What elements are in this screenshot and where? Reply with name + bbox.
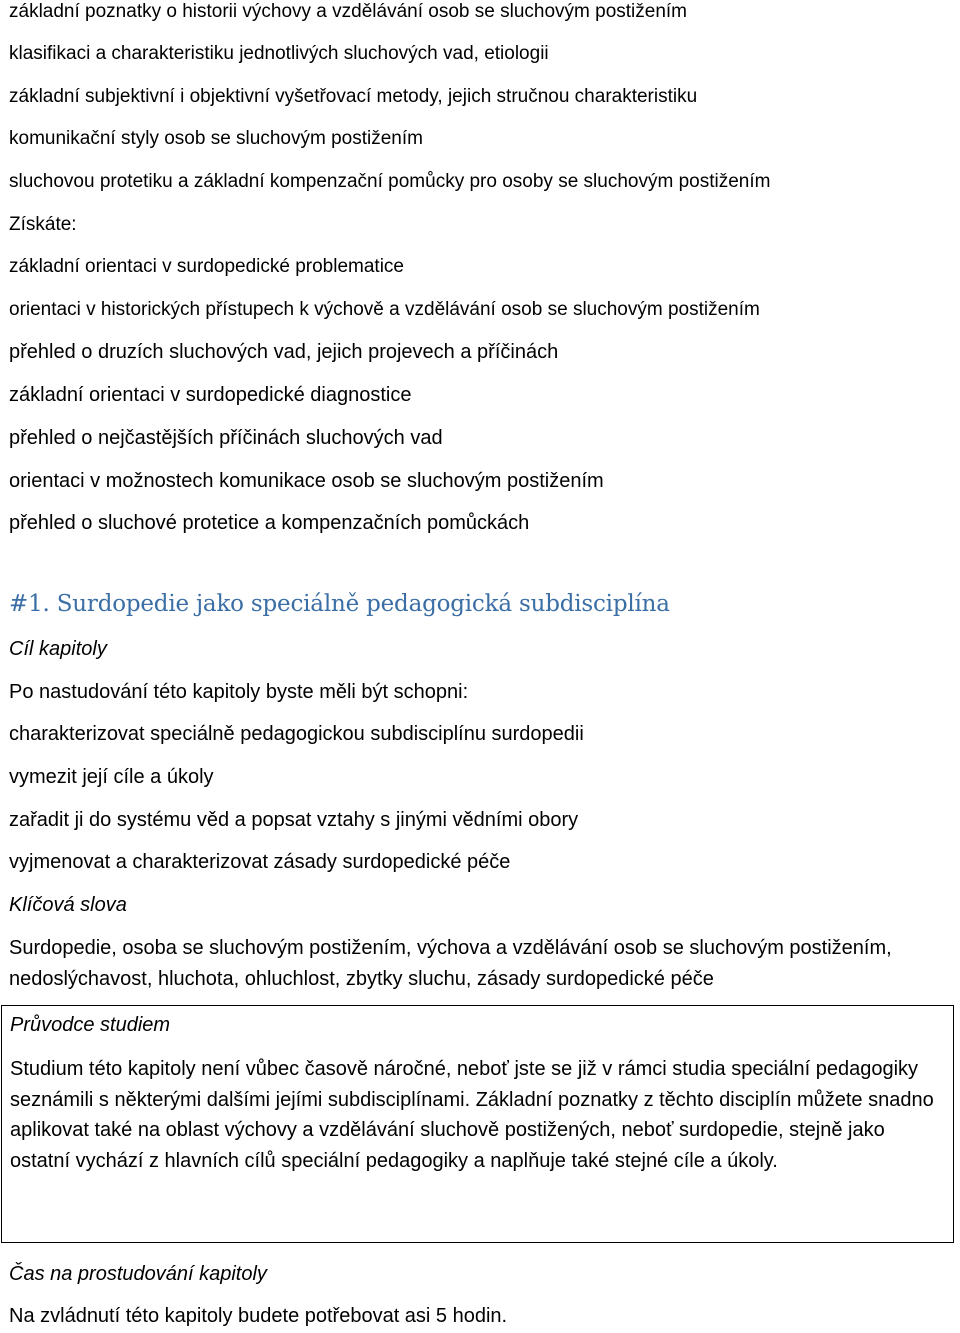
goal-line: charakterizovat speciálně pedagogickou subdisciplínu surdopedii <box>9 723 584 745</box>
gain-line: základní orientaci v surdopedické problematice <box>9 256 404 277</box>
time-text: Na zvládnutí této kapitoly budete potřebovat asi 5 hodin. <box>9 1305 508 1327</box>
intro-line: základní subjektivní i objektivní vyšetřovací metody, jejich stručnou charakteristiku <box>9 86 698 107</box>
gain-line: přehled o sluchové protetice a kompenzačních pomůckách <box>9 512 530 534</box>
intro-line: základní poznatky o historii výchovy a vzdělávání osob se sluchovým postižením <box>9 1 687 22</box>
gain-line: orientaci v možnostech komunikace osob se sluchovým postižením <box>9 470 604 492</box>
keywords-text: Surdopedie, osoba se sluchovým postižením, výchova a vzdělávání osob se sluchovým postižením, nedoslýchavost, hluchota, ohluchlost, zbytky sluchu, zásady surdopedické péče <box>9 937 892 990</box>
guide-text: Studium této kapitoly není vůbec časově náročné, neboť jste se již v rámci studia speciální pedagogiky seznámili s některými dalšími jejími subdisciplínami. Základní poznatky z těchto disciplín můžete snadno aplikovat také na oblast výchovy a vzdělávání sluchově postižených, neboť surdopedie, stejně jako ostatní vychází z hlavních cílů speciální pedagogiky a naplňuje také stejné cíle a úkoly. <box>10 1058 934 1172</box>
gain-line: základní orientaci v surdopedické diagnostice <box>9 384 412 406</box>
intro-line: klasifikaci a charakteristiku jednotlivých sluchových vad, etiologii <box>9 43 549 64</box>
time-label: Čas na prostudování kapitoly <box>9 1263 267 1285</box>
gain-line: orientaci v historických přístupech k výchově a vzdělávání osob se sluchovým postižením <box>9 299 760 320</box>
goal-line: vyjmenovat a charakterizovat zásady surdopedické péče <box>9 851 511 873</box>
intro-line: sluchovou protetiku a základní kompenzační pomůcky pro osoby se sluchovým postižením <box>9 171 771 192</box>
goal-intro: Po nastudování této kapitoly byste měli být schopni: <box>9 681 469 703</box>
keywords-label: Klíčová slova <box>9 894 127 916</box>
goal-line: vymezit její cíle a úkoly <box>9 766 214 788</box>
intro-line: komunikační styly osob se sluchovým postižením <box>9 128 423 149</box>
gain-line: přehled o druzích sluchových vad, jejich projevech a příčinách <box>9 341 559 363</box>
gain-label: Získáte: <box>9 214 77 235</box>
gain-line: přehled o nejčastějších příčinách sluchových vad <box>9 427 443 449</box>
chapter-heading: #1. Surdopedie jako speciálně pedagogická subdisciplína <box>9 591 670 617</box>
study-guide-box <box>1 1005 954 1243</box>
goal-label: Cíl kapitoly <box>9 638 107 660</box>
goal-line: zařadit ji do systému věd a popsat vztahy s jinými vědními obory <box>9 809 579 831</box>
guide-label: Průvodce studiem <box>10 1014 171 1036</box>
